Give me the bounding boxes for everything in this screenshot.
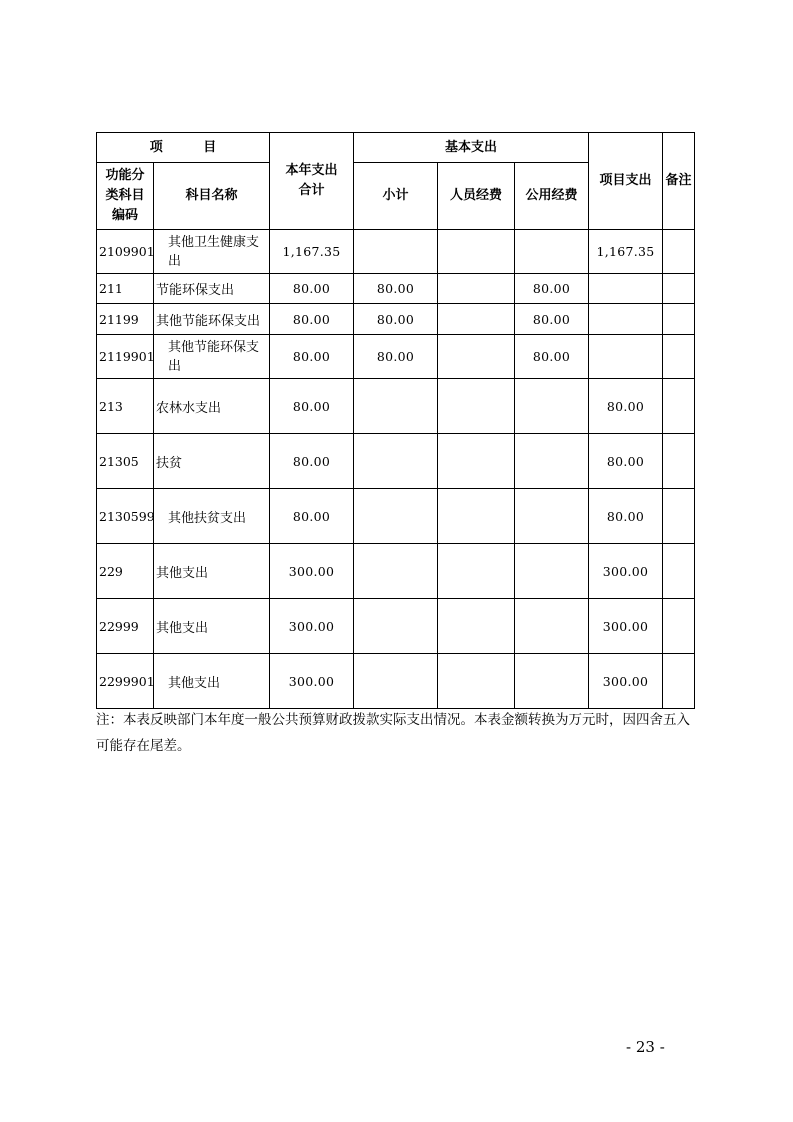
row-personnel [438, 654, 515, 709]
row-project: 80.00 [589, 489, 663, 544]
row-total: 80.00 [270, 304, 354, 335]
row-subtotal [354, 230, 438, 274]
header-project: 项 目 [97, 133, 270, 163]
row-total: 80.00 [270, 274, 354, 304]
row-subtotal [354, 434, 438, 489]
row-subtotal [354, 654, 438, 709]
row-project: 80.00 [589, 379, 663, 434]
table-row [97, 274, 695, 304]
row-name: 其他支出 [154, 544, 270, 599]
row-public [515, 379, 589, 434]
row-remark [663, 489, 695, 544]
row-public [515, 544, 589, 599]
table-row [97, 544, 695, 599]
row-project [589, 304, 663, 335]
row-public: 80.00 [515, 274, 589, 304]
table-row [97, 489, 695, 544]
row-project: 1,167.35 [589, 230, 663, 274]
row-subtotal: 80.00 [354, 335, 438, 379]
row-total: 80.00 [270, 434, 354, 489]
row-total: 80.00 [270, 379, 354, 434]
row-project: 80.00 [589, 434, 663, 489]
row-public [515, 489, 589, 544]
row-remark [663, 654, 695, 709]
header-function-code: 功能分类科目编码 [97, 163, 154, 230]
row-subtotal: 80.00 [354, 304, 438, 335]
row-remark [663, 274, 695, 304]
row-subtotal [354, 544, 438, 599]
row-remark [663, 230, 695, 274]
row-code: 2299901 [97, 654, 154, 709]
row-remark [663, 304, 695, 335]
header-personnel: 人员经费 [438, 163, 515, 230]
row-name: 扶贫 [154, 434, 270, 489]
row-personnel [438, 599, 515, 654]
row-subtotal [354, 489, 438, 544]
row-project [589, 335, 663, 379]
row-personnel [438, 335, 515, 379]
row-code: 229 [97, 544, 154, 599]
header-remarks: 备注 [663, 133, 695, 230]
row-public [515, 599, 589, 654]
row-project: 300.00 [589, 654, 663, 709]
row-name: 其他支出 [154, 599, 270, 654]
row-name: 其他支出 [154, 654, 270, 709]
row-code: 211 [97, 274, 154, 304]
row-remark [663, 335, 695, 379]
row-personnel [438, 434, 515, 489]
row-public [515, 654, 589, 709]
row-code: 21199 [97, 304, 154, 335]
row-remark [663, 379, 695, 434]
table-row [97, 654, 695, 709]
row-name: 其他扶贫支出 [154, 489, 270, 544]
header-subtotal: 小计 [354, 163, 438, 230]
row-project: 300.00 [589, 599, 663, 654]
row-public [515, 434, 589, 489]
page-number: - 23 - [626, 1038, 665, 1056]
row-code: 22999 [97, 599, 154, 654]
row-personnel [438, 379, 515, 434]
row-personnel [438, 274, 515, 304]
row-total: 300.00 [270, 654, 354, 709]
header-project-expense: 项目支出 [589, 133, 663, 230]
row-personnel [438, 544, 515, 599]
row-subtotal: 80.00 [354, 274, 438, 304]
table-row [97, 379, 695, 434]
row-total: 1,167.35 [270, 230, 354, 274]
row-code: 21305 [97, 434, 154, 489]
row-code: 2119901 [97, 335, 154, 379]
row-project: 300.00 [589, 544, 663, 599]
header-public: 公用经费 [515, 163, 589, 230]
table-row [97, 304, 695, 335]
table-row [97, 335, 695, 379]
row-code: 213 [97, 379, 154, 434]
header-subject-name: 科目名称 [154, 163, 270, 230]
row-code: 2109901 [97, 230, 154, 274]
table-row [97, 434, 695, 489]
row-name: 农林水支出 [154, 379, 270, 434]
row-remark [663, 434, 695, 489]
row-public: 80.00 [515, 304, 589, 335]
row-subtotal [354, 599, 438, 654]
row-personnel [438, 230, 515, 274]
table-row [97, 599, 695, 654]
row-code: 2130599 [97, 489, 154, 544]
row-total: 80.00 [270, 335, 354, 379]
header-basic-expense: 基本支出 [354, 133, 589, 163]
row-name: 其他节能环保支出 [154, 304, 270, 335]
row-total: 300.00 [270, 599, 354, 654]
expenditure-table [96, 132, 695, 709]
row-total: 80.00 [270, 489, 354, 544]
row-name: 其他节能环保支出 [154, 335, 270, 379]
row-personnel [438, 489, 515, 544]
row-total: 300.00 [270, 544, 354, 599]
row-project [589, 274, 663, 304]
row-public: 80.00 [515, 335, 589, 379]
row-remark [663, 544, 695, 599]
row-public [515, 230, 589, 274]
table-row [97, 230, 695, 274]
header-total: 本年支出合计 [270, 133, 354, 230]
row-remark [663, 599, 695, 654]
table-note: 注：本表反映部门本年度一般公共预算财政拨款实际支出情况。本表金额转换为万元时，因四舍五入可能存在尾差。 [96, 712, 690, 754]
row-personnel [438, 304, 515, 335]
row-name: 其他卫生健康支出 [154, 230, 270, 274]
row-name: 节能环保支出 [154, 274, 270, 304]
row-subtotal [354, 379, 438, 434]
